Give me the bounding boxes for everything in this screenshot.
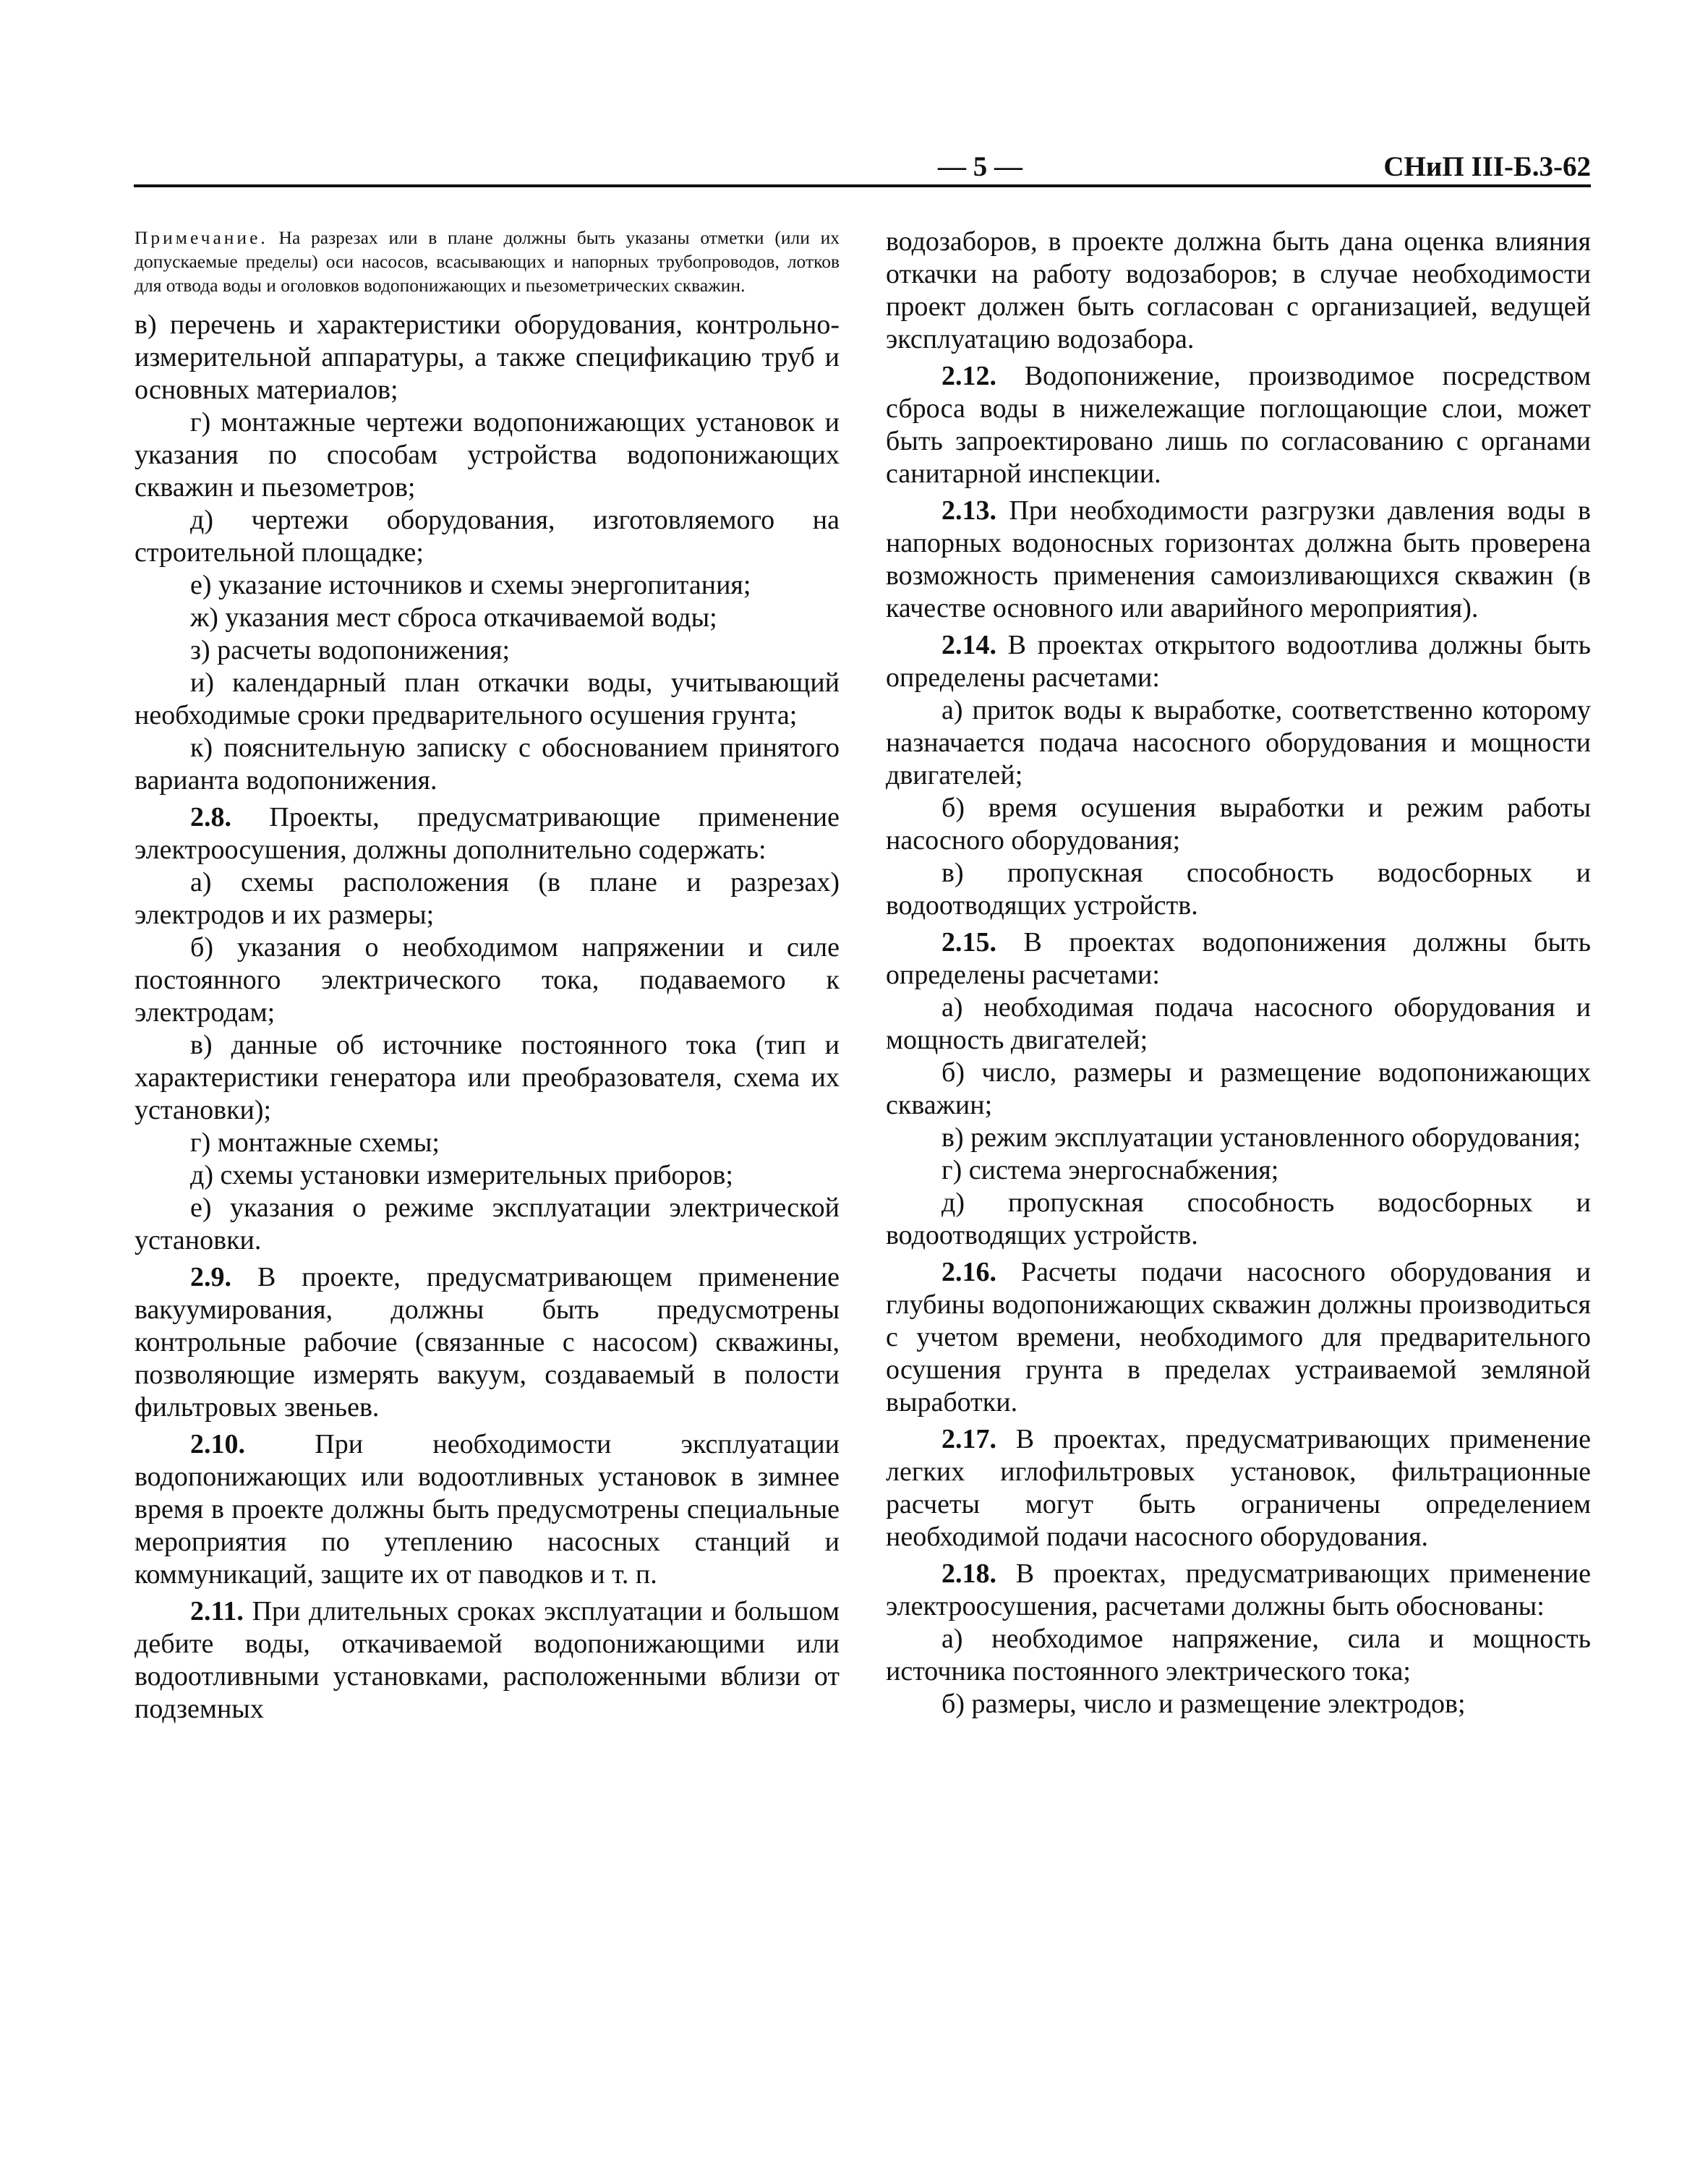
paragraph-text: в) данные об источнике постоянного тока (тип и характеристики генератора или преобразователя, схема их установки); bbox=[134, 1030, 840, 1125]
list-item bbox=[886, 1057, 1591, 1122]
list-item bbox=[134, 504, 840, 569]
section-paragraph bbox=[886, 360, 1591, 490]
paragraph-text: В проектах водопонижения должны быть определены расчетами: bbox=[886, 927, 1591, 990]
page-header bbox=[134, 150, 1591, 187]
paragraph-text: и) календарный план откачки воды, учитывающий необходимые сроки предварительного осушения грунта; bbox=[134, 668, 840, 730]
list-item bbox=[886, 694, 1591, 792]
paragraph-text: д) пропускная способность водосборных и водоотводящих устройств. bbox=[886, 1187, 1591, 1250]
paragraph-text: б) размеры, число и размещение электродов; bbox=[941, 1689, 1466, 1719]
paragraph-text: а) схемы расположения (в плане и разрезах) электродов и их размеры; bbox=[134, 867, 840, 930]
list-item bbox=[886, 1122, 1591, 1154]
section-paragraph bbox=[886, 495, 1591, 625]
paragraph-text: В проектах, предусматривающих применение легких иглофильтровых установок, фильтрационные расчеты могут быть ограничены определением необходимой подачи насосного оборудования. bbox=[886, 1424, 1591, 1552]
document-code: СНиП III-Б.3-62 bbox=[1383, 151, 1591, 182]
paragraph-text: д) чертежи оборудования, изготовляемого на строительной площадке; bbox=[134, 505, 840, 568]
paragraph-text: в) режим эксплуатации установленного оборудования; bbox=[941, 1122, 1581, 1153]
paragraph-text: д) схемы установки измерительных приборов; bbox=[190, 1160, 733, 1190]
list-item bbox=[134, 1192, 840, 1257]
list-item bbox=[134, 931, 840, 1029]
note-paragraph bbox=[134, 226, 840, 297]
section-number: 2.15. bbox=[941, 927, 996, 958]
left-paragraphs bbox=[134, 309, 840, 1726]
section-paragraph bbox=[886, 1423, 1591, 1553]
section-number: 2.10. bbox=[190, 1429, 245, 1459]
paragraph-text: При необходимости разгрузки давления воды в напорных водоносных горизонтах должна быть проверена возможность применения самоизливающихся скважин (в качестве основного или аварийного мероприятия). bbox=[886, 495, 1591, 623]
list-item bbox=[134, 309, 840, 406]
section-paragraph bbox=[886, 926, 1591, 992]
paragraph-text: з) расчеты водопонижения; bbox=[190, 635, 511, 665]
paragraph-text: б) указания о необходимом напряжении и силе постоянного электрического тока, подаваемого к электродам; bbox=[134, 932, 840, 1028]
section-number: 2.14. bbox=[941, 630, 996, 660]
paragraph-text: Водопонижение, производимое посредством сброса воды в нижележащие поглощающие слои, может быть запроектировано лишь по согласованию с органами санитарной инспекции. bbox=[886, 361, 1591, 489]
list-item bbox=[134, 602, 840, 634]
section-number: 2.17. bbox=[941, 1424, 996, 1454]
section-number: 2.11. bbox=[190, 1596, 244, 1626]
note-label: Примечание. bbox=[134, 227, 268, 248]
section-paragraph bbox=[134, 1428, 840, 1591]
list-item bbox=[134, 1159, 840, 1192]
paragraph-text: В проекте, предусматривающем применение вакуумирования, должны быть предусмотрены контрольные рабочие (связанные с насосом) скважины, позволяющие измерять вакуум, создаваемый в полости фильтровых звеньев. bbox=[134, 1262, 840, 1423]
section-paragraph bbox=[886, 629, 1591, 694]
section-number: 2.12. bbox=[941, 361, 996, 391]
section-number: 2.9. bbox=[190, 1262, 231, 1292]
paragraph-text: в) перечень и характеристики оборудования, контрольно-измерительной аппаратуры, а также спецификацию труб и основных материалов; bbox=[134, 310, 840, 405]
paragraph-text: а) приток воды к выработке, соответственно которому назначается подача насосного оборудования и мощности двигателей; bbox=[886, 695, 1591, 790]
note-text: На разрезах или в плане должны быть указаны отметки (или их допускаемые пределы) оси насосов, всасывающих и напорных трубопроводов, лотков для отвода воды и оголовков водопонижающих и пьезометрических скважин. bbox=[134, 227, 840, 296]
paragraph-text: б) время осушения выработки и режим работы насосного оборудования; bbox=[886, 793, 1591, 856]
page-number: — 5 — bbox=[938, 151, 1022, 182]
list-item bbox=[886, 1623, 1591, 1688]
list-item bbox=[134, 569, 840, 602]
section-paragraph bbox=[134, 1595, 840, 1726]
paragraph-text: г) система энергоснабжения; bbox=[941, 1155, 1279, 1185]
paragraph-text: Расчеты подачи насосного оборудования и глубины водопонижающих скважин должны производиться с учетом времени, необходимого для предварительного осушения грунта в пределах устраиваемой земляной выработки. bbox=[886, 1257, 1591, 1417]
paragraph-text: а) необходимая подача насосного оборудования и мощность двигателей; bbox=[886, 992, 1591, 1055]
list-item bbox=[134, 866, 840, 931]
paragraph-text: ж) указания мест сброса откачиваемой воды; bbox=[190, 602, 717, 633]
section-number: 2.16. bbox=[941, 1257, 996, 1287]
paragraph-text: е) указание источников и схемы энергопитания; bbox=[190, 570, 751, 600]
list-item bbox=[134, 406, 840, 504]
paragraph-text: Проекты, предусматривающие применение электроосушения, должны дополнительно содержать: bbox=[134, 802, 840, 865]
list-item bbox=[134, 1029, 840, 1127]
section-number: 2.13. bbox=[941, 495, 996, 526]
list-item bbox=[134, 634, 840, 667]
right-paragraphs bbox=[886, 226, 1591, 1720]
list-item bbox=[886, 1688, 1591, 1720]
list-item bbox=[886, 992, 1591, 1057]
paragraph-text: водозаборов, в проекте должна быть дана оценка влияния откачки на работу водозаборов; в случае необходимости проект должен быть согласован с организацией, ведущей эксплуатацию водозабора. bbox=[886, 226, 1591, 354]
section-number: 2.18. bbox=[941, 1558, 996, 1589]
paragraph-text: к) пояснительную записку с обоснованием принятого варианта водопонижения. bbox=[134, 733, 840, 796]
paragraph-text: в) пропускная способность водосборных и водоотводящих устройств. bbox=[886, 858, 1591, 921]
right-column bbox=[886, 226, 1591, 1720]
paragraph-text: г) монтажные чертежи водопонижающих установок и указания по способам устройства водопонижающих скважин и пьезометров; bbox=[134, 407, 840, 503]
list-item bbox=[886, 1187, 1591, 1252]
list-item bbox=[886, 792, 1591, 857]
header-rule bbox=[134, 184, 1591, 187]
paragraph-text: В проектах, предусматривающих применение электроосушения, расчетами должны быть обоснованы: bbox=[886, 1558, 1591, 1621]
paragraph-text: а) необходимое напряжение, сила и мощность источника постоянного электрического тока; bbox=[886, 1624, 1591, 1687]
paragraph-text: б) число, размеры и размещение водопонижающих скважин; bbox=[886, 1057, 1591, 1120]
section-paragraph bbox=[886, 1558, 1591, 1623]
section-paragraph bbox=[886, 1256, 1591, 1419]
list-item bbox=[134, 732, 840, 797]
paragraph-text: г) монтажные схемы; bbox=[190, 1127, 440, 1158]
list-item bbox=[886, 857, 1591, 922]
left-column bbox=[134, 226, 840, 1726]
list-item bbox=[134, 667, 840, 732]
paragraph-text: При необходимости эксплуатации водопонижающих или водоотливных установок в зимнее время в проекте должны быть предусмотрены специальные мероприятия по утеплению насосных станций и коммуникаций, защите их от паводков и т. п. bbox=[134, 1429, 840, 1590]
list-item bbox=[886, 226, 1591, 356]
paragraph-text: е) указания о режиме эксплуатации электрической установки. bbox=[134, 1193, 840, 1255]
section-paragraph bbox=[134, 801, 840, 866]
list-item bbox=[886, 1154, 1591, 1187]
section-paragraph bbox=[134, 1261, 840, 1424]
list-item bbox=[134, 1127, 840, 1159]
paragraph-text: В проектах открытого водоотлива должны быть определены расчетами: bbox=[886, 630, 1591, 693]
section-number: 2.8. bbox=[190, 802, 231, 832]
paragraph-text: При длительных сроках эксплуатации и большом дебите воды, откачиваемой водопонижающими или водоотливными установками, расположенными вблизи от подземных bbox=[134, 1596, 840, 1724]
